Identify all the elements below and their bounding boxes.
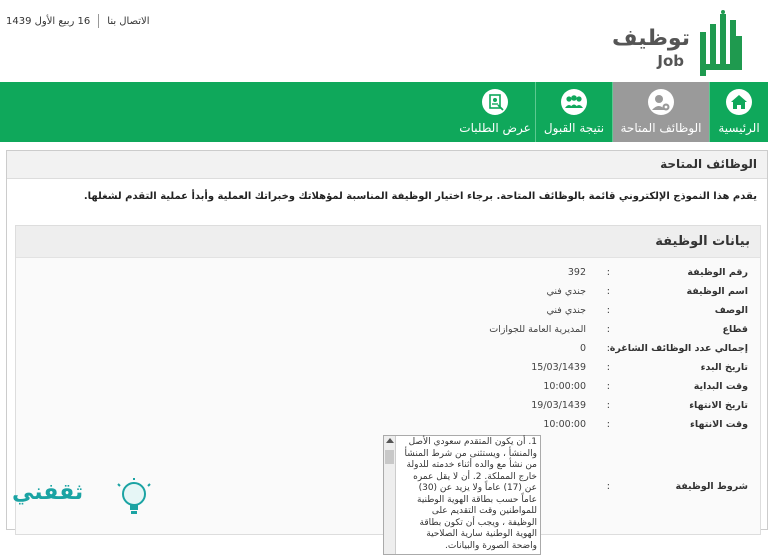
home-icon [725, 88, 753, 116]
field-colon: : [606, 343, 610, 354]
field-colon: : [606, 267, 610, 278]
field-label: وقت الانتهاء [690, 419, 748, 430]
nav-home[interactable] [710, 82, 768, 142]
field-row [14, 381, 760, 399]
nav-available-jobs[interactable] [613, 82, 709, 142]
scroll-thumb[interactable] [385, 450, 394, 464]
field-colon: : [606, 400, 610, 411]
watermark [8, 474, 158, 524]
field-label: وقت البداية [693, 381, 748, 392]
field-label: إجمالي عدد الوظائف الشاغرة [609, 343, 748, 354]
job-details-title: بيانات الوظيفة [16, 226, 760, 258]
field-row [14, 400, 760, 418]
field-row [14, 305, 760, 323]
nav-view-applications-label: عرض الطلبات [459, 121, 531, 135]
main-nav [0, 82, 768, 142]
conditions-text: 1. أن يكون المتقدم سعودي الأصل والمنشأ ، ويستثنى من شرط المنشأ من نشأ مع والده أثناء خدمته للدولة خارج المملكة. 2. أن لا يقل عمره عن (17) عاماً ولا يزيد عن (30) عاماً حسب بطاقة الهوية الوطنية للمواطنين وقت التقديم على الوظيفة ، ويجب أن تكون بطاقة الهوية الوطنية سارية الصلاحية واضحة الصورة والبيانات. [404, 437, 537, 551]
field-row [14, 343, 760, 361]
watermark-text: ثقفني [12, 480, 84, 505]
topbar [6, 14, 150, 28]
group-icon [560, 88, 588, 116]
document-icon [481, 88, 509, 116]
field-label: قطاع [722, 324, 748, 335]
nav-divider [612, 82, 613, 142]
field-label: اسم الوظيفة [686, 286, 748, 297]
field-colon: : [606, 362, 610, 373]
field-value: 0 [579, 343, 586, 354]
intro-text: يقدم هذا النموذج الإلكتروني قائمة بالوظائف المتاحة. برجاء اختيار الوظيفة المناسبة لمؤهلاتك وخبراتك العملية وأبدأ عملية التقدم لشغلها. [83, 191, 757, 202]
logo-text-english: Job [657, 52, 684, 70]
contact-link[interactable]: الاتصال بنا [107, 15, 150, 27]
topbar-divider [98, 14, 99, 28]
available-jobs-panel [6, 150, 768, 551]
nav-acceptance-result[interactable] [536, 82, 612, 142]
lightbulb-icon [116, 478, 152, 518]
field-row [14, 267, 760, 285]
field-label: تاريخ البدء [700, 362, 748, 373]
conditions-textarea[interactable] [383, 435, 541, 555]
field-value: 15/03/1439 [531, 362, 586, 373]
field-colon: : [606, 419, 610, 430]
field-label: تاريخ الانتهاء [689, 400, 748, 411]
nav-view-applications[interactable] [455, 82, 535, 142]
panel-title: الوظائف المتاحة [7, 151, 767, 179]
field-value: 10:00:00 [543, 419, 586, 430]
conditions-label: شروط الوظيفة [675, 481, 748, 492]
field-colon: : [606, 305, 610, 316]
field-value: 10:00:00 [543, 381, 586, 392]
field-value: جندي فني [546, 305, 586, 316]
user-gear-icon [647, 88, 675, 116]
scroll-up-arrow-icon[interactable] [386, 438, 394, 443]
field-value: جندي فني [546, 286, 586, 297]
nav-available-jobs-label: الوظائف المتاحة [620, 121, 702, 135]
logo-text-arabic: توظيف [612, 26, 690, 51]
hijri-date: 16 ربيع الأول 1439 [6, 15, 91, 27]
field-value: 392 [567, 267, 586, 278]
nav-divider [709, 82, 710, 142]
field-label: الوصف [714, 305, 748, 316]
field-colon: : [606, 286, 610, 297]
field-label: رقم الوظيفة [687, 267, 748, 278]
nav-acceptance-result-label: نتيجة القبول [543, 121, 605, 135]
field-row [14, 286, 760, 304]
nav-divider [535, 82, 536, 142]
conditions-scrollbar[interactable] [384, 436, 396, 554]
field-colon: : [606, 324, 610, 335]
nav-home-label: الرئيسية [718, 121, 760, 135]
logo-glyph-icon [698, 10, 744, 76]
field-value: المديرية العامة للجوازات [489, 324, 586, 335]
header [0, 0, 768, 82]
field-colon: : [606, 481, 610, 492]
field-row [14, 362, 760, 380]
field-row [14, 324, 760, 342]
field-colon: : [606, 381, 610, 392]
job-logo[interactable] [612, 8, 744, 76]
field-value: 19/03/1439 [531, 400, 586, 411]
